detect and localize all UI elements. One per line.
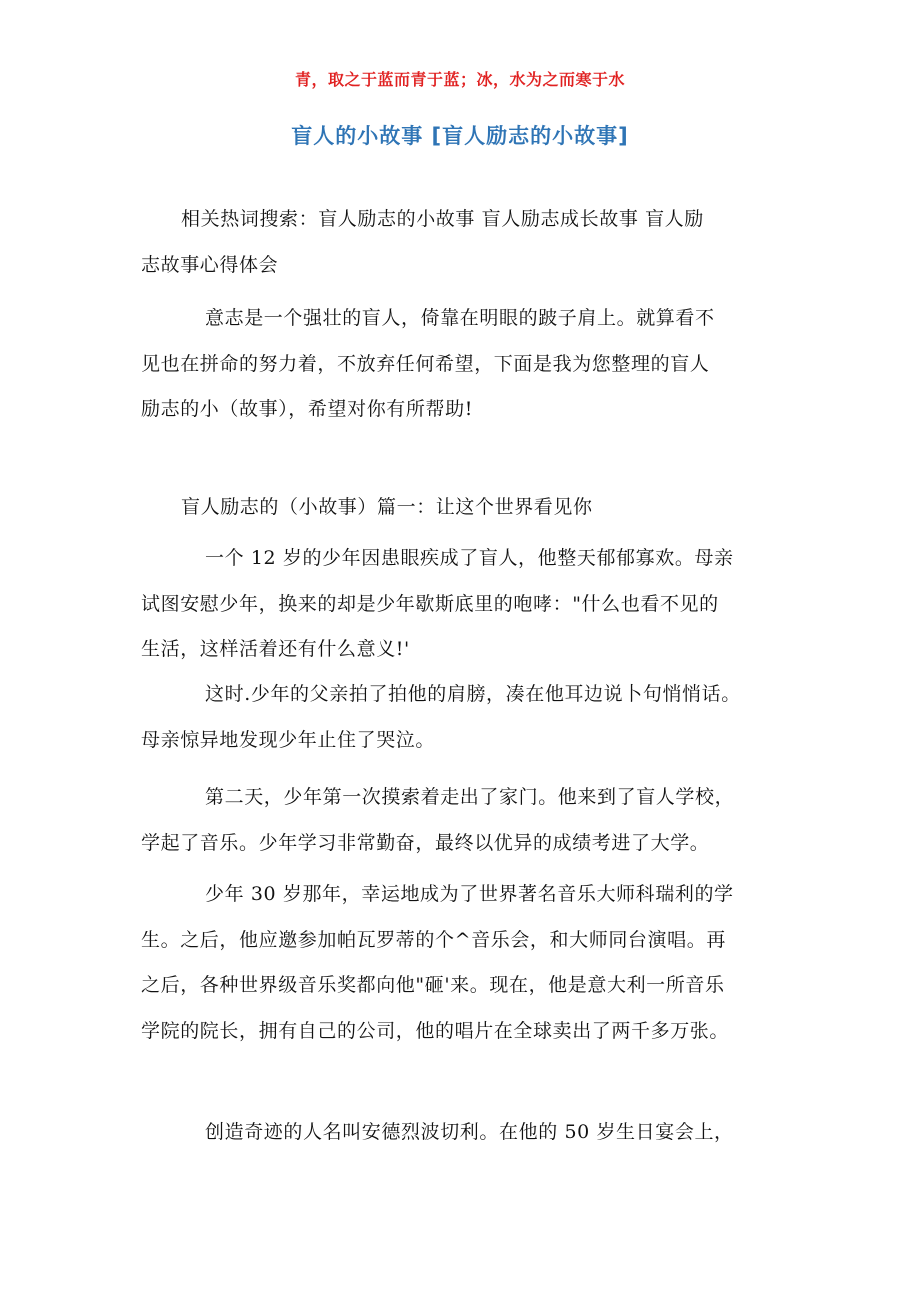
paragraph-line: 相关热词搜索：盲人励志的小故事 盲人励志成长故事 盲人励 <box>181 208 704 230</box>
header-motto: 青，取之于蓝而青于蓝；冰，水为之而寒于水 <box>294 70 625 89</box>
story-paragraph-5 <box>141 1110 786 1156</box>
intro-paragraph <box>141 296 786 433</box>
related-keywords-paragraph <box>141 197 786 288</box>
paragraph-line: 少年 30 岁那年，幸运地成为了世界著名音乐大师科瑞利的学 <box>205 883 734 905</box>
paragraph-line: 盲人励志的（小故事）篇一：让这个世界看见你 <box>181 496 593 518</box>
paragraph-line: 励志的小（故事），希望对你有所帮助! <box>141 398 473 420</box>
paragraph-line: 见也在拼命的努力着，不放弃任何希望，下面是我为您整理的盲人 <box>141 352 710 375</box>
story-paragraph-2 <box>141 672 786 763</box>
paragraph-line: 母亲惊异地发现少年止住了哭泣。 <box>141 728 436 751</box>
paragraph-line: 学院的院长，拥有自己的公司，他的唱片在全球卖出了两千多万张。 <box>141 1019 730 1042</box>
paragraph-line: 一个 12 岁的少年因患眼疾成了盲人，他整天郁郁寡欢。母亲 <box>205 547 734 569</box>
story-paragraph-4 <box>141 872 786 1054</box>
section-heading <box>141 485 786 531</box>
story-paragraph-3 <box>141 775 786 866</box>
paragraph-line: 这时.少年的父亲拍了拍他的肩膀，凑在他耳边说卜句悄悄话。 <box>205 683 741 705</box>
paragraph-line: 创造奇迹的人名叫安德烈波切利。在他的 50 岁生日宴会上， <box>205 1121 734 1143</box>
paragraph-line: 之后，各种世界级音乐奖都向他"砸'来。现在，他是意大利一所音乐 <box>141 974 725 996</box>
paragraph-line: 生活，这样活着还有什么意义!' <box>141 638 410 660</box>
paragraph-line: 意志是一个强壮的盲人，倚靠在明眼的跛子肩上。就算看不 <box>205 307 715 329</box>
paragraph-line: 第二天，少年第一次摸索着走出了家门。他来到了盲人学校， <box>205 786 735 808</box>
document-title: 盲人的小故事 [盲人励志的小故事] <box>291 124 629 148</box>
paragraph-line: 生。之后，他应邀参加帕瓦罗蒂的个^音乐会，和大师同台演唱。再 <box>141 928 726 951</box>
story-paragraph-1 <box>141 536 786 673</box>
paragraph-line: 试图安慰少年，换来的却是少年歇斯底里的咆哮："什么也看不见的 <box>141 592 719 615</box>
paragraph-line: 志故事心得体会 <box>141 253 279 276</box>
paragraph-line: 学起了音乐。少年学习非常勤奋，最终以优异的成绩考进了大学。 <box>141 831 710 854</box>
